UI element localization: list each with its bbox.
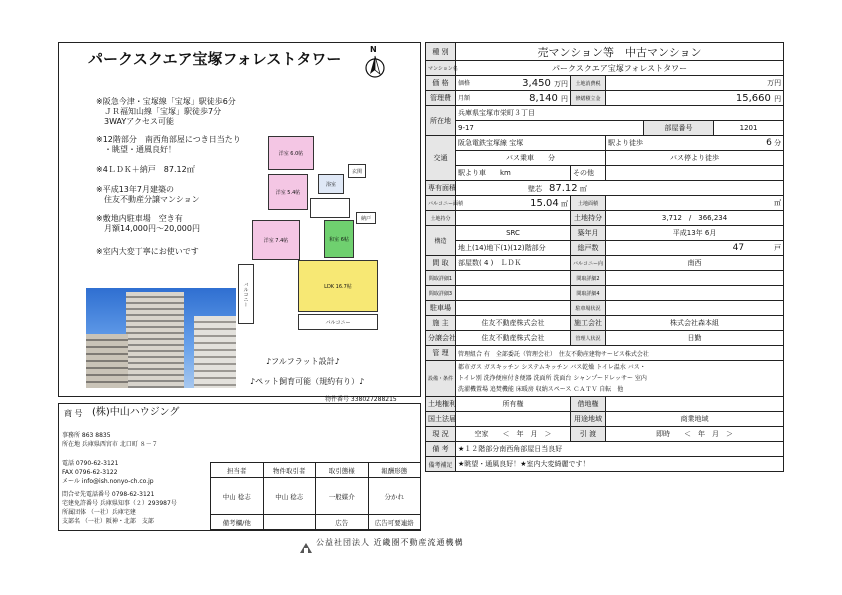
- parking-state-label: 駐車場状況: [571, 301, 606, 316]
- agent-value: 分かれ: [368, 478, 421, 515]
- builder-label: 施工会社: [571, 316, 606, 331]
- detail1-label: 間取詳細1: [426, 271, 456, 286]
- balcony-number: 15.04: [530, 197, 559, 209]
- compass-icon: [364, 50, 386, 80]
- room-number: 1201: [714, 121, 784, 136]
- feature-point: 3WAYアクセス可能: [96, 117, 175, 126]
- units-number: 47: [732, 243, 745, 253]
- room-entrance: 玄関: [348, 164, 366, 178]
- line-value: 阪急電鉄宝塚線 宝塚: [456, 136, 606, 151]
- price-label: 価 格: [426, 76, 456, 91]
- walk-unit: 分: [774, 139, 782, 147]
- agent-ad-label: 広告: [316, 515, 369, 530]
- kind-value: 売マンション等 中古マンション: [456, 43, 784, 61]
- traffic-label: 交通: [426, 136, 456, 181]
- status-label: 現 況: [426, 427, 456, 442]
- manage-value: 管理組合 有 全部委託（管理会社） 住友不動産建物サービス株式会社: [456, 346, 784, 361]
- mgr-value: 日勤: [606, 331, 784, 346]
- agent-note-label: 備考欄/他: [211, 515, 264, 530]
- equip-line: 都市ガス ガスキッチン システムキッチン バス乾燥 トイレ温水 バス・: [458, 364, 646, 371]
- detail4-value: [606, 286, 784, 301]
- loc-label: 所在地: [426, 106, 456, 136]
- built-label: 築年月: [571, 226, 606, 241]
- repair-unit: 円: [774, 94, 782, 103]
- name-value: パークスクエア宝塚フォレストタワー: [456, 61, 784, 76]
- equip-line: 洗濯機置場 追焚機能 床暖房 収納スペース ＣＡＴＶ 自転 他: [458, 386, 624, 393]
- mgmt-number: 8,140: [529, 92, 558, 104]
- company-branch: 支部名 （一社）阪神・北部 支部: [62, 518, 154, 525]
- builder-value: 株式会社森本組: [606, 316, 784, 331]
- note1-value: ★１２階部分南西角部屋日当良好: [456, 442, 784, 457]
- room-bath: 浴室: [318, 174, 344, 194]
- share-blank: [456, 211, 571, 226]
- area-value: [456, 181, 784, 196]
- caption-pet: ♪ペット飼育可能（規約有り）♪: [250, 377, 365, 386]
- agent-header: 物件取引者: [263, 463, 316, 478]
- walk-value: [606, 136, 784, 151]
- balcony-label: バルコニー面積: [426, 196, 456, 211]
- use-label: 用途地域: [571, 412, 606, 427]
- balcony-bottom: バルコニー: [298, 314, 378, 330]
- room-western-1: 洋室 6.0帖: [268, 136, 314, 170]
- agent-header: 担当者: [211, 463, 264, 478]
- footer-org: 公益社団法人 近畿圏不動産流通機構: [316, 538, 464, 547]
- name-label: マンション名: [426, 61, 456, 76]
- agent-value: 一般媒介: [316, 478, 369, 515]
- photo-building-left: [86, 334, 128, 388]
- other-label: その他: [571, 166, 606, 181]
- balcony-label: バルコニー: [242, 281, 249, 307]
- agent-table: [210, 462, 421, 530]
- share-value: 3,712 / 366,234: [606, 211, 784, 226]
- built-value: 平成13年 6月: [606, 226, 784, 241]
- photo-building-main: [126, 292, 184, 388]
- rights-label: 土地権利: [426, 397, 456, 412]
- walk-number: 6: [766, 138, 772, 148]
- company-inquiry: 問合せ先電話番号 0798-62-3121: [62, 491, 155, 498]
- detail2-label: 間取詳細2: [571, 271, 606, 286]
- detail2-value: [606, 271, 784, 286]
- mgr-label: 管理人状況: [571, 331, 606, 346]
- sales-value: 住友不動産株式会社: [456, 331, 571, 346]
- layout-label: 間 取: [426, 256, 456, 271]
- loc-line1: 兵庫県宝塚市栄町３丁目: [456, 106, 784, 121]
- lease-value: [606, 397, 784, 412]
- car-value: [456, 166, 571, 181]
- price-note: 価格: [458, 79, 471, 87]
- company-bureau: 宅建免許番号 兵庫県知事（２）293987号: [62, 500, 177, 507]
- room-japanese: 和室 6帖: [324, 220, 354, 258]
- detail1-value: [456, 271, 571, 286]
- use-value: 商業地域: [606, 412, 784, 427]
- manage-label: 管 理: [426, 346, 456, 361]
- feature-point: ※敷地内駐車場 空き有: [96, 214, 183, 223]
- room-ldk: LDK 16.7帖: [298, 260, 378, 312]
- kind-label: 種 別: [426, 43, 456, 61]
- mgmt-value: [456, 91, 571, 106]
- price-number: 3,450: [522, 77, 551, 89]
- balcony-unit: ㎡: [561, 199, 568, 208]
- company-name: (株)中山ハウジング: [92, 407, 180, 418]
- note1-label: 備 考: [426, 442, 456, 457]
- area-label: 専有面積: [426, 181, 456, 196]
- area-unit: ㎡: [579, 184, 587, 193]
- units-label: 総戸数: [571, 241, 606, 256]
- room-western-3: 洋室 7.4帖: [252, 220, 300, 260]
- land-label: 土地面積: [571, 196, 606, 211]
- note2-label: 備考補足: [426, 457, 456, 472]
- company-license: 事務所 863 8835: [62, 432, 111, 439]
- area-number: 87.12: [549, 182, 578, 194]
- building-photo: [86, 288, 236, 388]
- feature-point: ＪＲ福知山線「宝塚」駅徒歩7分: [96, 107, 222, 116]
- agent-ad-value: 広告可要連絡: [368, 515, 421, 530]
- company-mail: メール info@ish.nonyo-ch.co.jp: [62, 478, 154, 485]
- feature-point: ※阪急今津・宝塚線「宝塚」駅徒歩6分: [96, 97, 236, 106]
- company-fax: FAX 0796-62-3122: [62, 469, 118, 476]
- km-unit: km: [500, 169, 511, 177]
- feature-point: 月額14,000円～20,000円: [96, 224, 200, 233]
- parking-state-value: [606, 301, 784, 316]
- zone-value: [456, 412, 571, 427]
- floors-value: 地上(14)地下(1)(12)階部分: [456, 241, 571, 256]
- repair-value: [606, 91, 784, 106]
- share-rights-label: 土地持分: [571, 211, 606, 226]
- units-unit: 戸: [774, 244, 782, 252]
- other-value: [606, 166, 784, 181]
- walk-label: 駅より徒歩: [608, 139, 643, 147]
- feature-point: ※4ＬＤＫ＋納戸 87.12㎡: [96, 165, 195, 174]
- repair-number: 15,660: [735, 92, 771, 104]
- sales-label: 分譲会社: [426, 331, 456, 346]
- detail3-label: 間取詳細3: [426, 286, 456, 301]
- lease-label: 借地権: [571, 397, 606, 412]
- equip-label: 設備・条件: [426, 361, 456, 397]
- status-value: 空家 ＜ 年 月 ＞: [456, 427, 571, 442]
- balcony-side: [238, 264, 254, 324]
- serial-number: 物件番号 338027288215: [325, 396, 397, 403]
- price-value: [456, 76, 571, 91]
- agent-value: 中山 稔志: [211, 478, 264, 515]
- footer-logo-icon: [300, 538, 312, 548]
- mgmt-label: 管理費: [426, 91, 456, 106]
- price-unit: 万円: [554, 79, 568, 88]
- handover-label: 引 渡: [571, 427, 606, 442]
- room-storage: 納戸: [356, 212, 376, 224]
- floor-plan: [238, 134, 388, 334]
- dir-label: バルコニー向: [571, 256, 606, 271]
- feature-point: ・眺望・通風良好！: [96, 145, 176, 154]
- bus-min: 分: [548, 154, 555, 162]
- company-address: 所在地 兵庫県西宮市 北口町 ８－７: [62, 441, 158, 448]
- bus-value: [456, 151, 606, 166]
- share-label: 土地持分: [426, 211, 456, 226]
- agent-note-blank: [263, 515, 316, 530]
- detail4-label: 間取詳細4: [571, 286, 606, 301]
- company-name-label: 商 号: [64, 409, 83, 418]
- struct-label: 構造: [426, 226, 456, 256]
- feature-point: 住友不動産分譲マンション: [96, 195, 200, 204]
- feature-point: ※12階部分 南西角部屋につき日当たり: [96, 135, 241, 144]
- tax-label: 土地消費税: [571, 76, 606, 91]
- area-type: 壁芯: [528, 184, 542, 193]
- rights-value: 所有権: [456, 397, 571, 412]
- photo-building-right: [194, 316, 236, 388]
- company-tel: 電話 0790-62-3121: [62, 460, 119, 467]
- note2-value: ★眺望・通風良好！★室内大変綺麗です！: [456, 457, 784, 472]
- car-label: 駅より車: [458, 169, 486, 177]
- seller-label: 施 主: [426, 316, 456, 331]
- units-value: [606, 241, 784, 256]
- struct-value: SRC: [456, 226, 571, 241]
- layout-value: 部屋数( 4 ) ＬＤＫ: [456, 256, 571, 271]
- caption-flat: ♪フルフラット設計♪: [266, 357, 340, 366]
- compass-label: N: [370, 45, 377, 54]
- tax-value: 万円: [606, 76, 784, 91]
- agent-header: 取引態様: [316, 463, 369, 478]
- equip-value: [456, 361, 784, 397]
- zone-label: 国土法届: [426, 412, 456, 427]
- dir-value: 南西: [606, 256, 784, 271]
- mgmt-unit: 円: [561, 94, 568, 103]
- balcony-value: [456, 196, 571, 211]
- equip-line: トイレ別 洗浄便座付き便器 洗面所 洗面台 シャンプードレッサー 室内: [458, 375, 647, 382]
- detail3-value: [456, 286, 571, 301]
- feature-point: ※室内大変丁寧にお使いです: [96, 247, 199, 256]
- bus-walk: バス停より徒歩: [606, 151, 784, 166]
- room-western-2: 洋室 5.4帖: [268, 174, 308, 210]
- company-assoc: 所属団体 （一社）兵庫宅建: [62, 509, 136, 516]
- property-title: パークスクエア宝塚フォレストタワー: [88, 50, 342, 68]
- bus-label: バス乗車: [506, 154, 534, 162]
- mgmt-note: 月額: [458, 94, 471, 102]
- agent-header: 報酬形態: [368, 463, 421, 478]
- spec-table: [425, 42, 784, 472]
- parking-label: 駐車場: [426, 301, 456, 316]
- agent-value: 中山 稔志: [263, 478, 316, 515]
- handover-value: 即時 ＜ 年 月 ＞: [606, 427, 784, 442]
- room-number-label: 部屋番号: [644, 121, 714, 136]
- parking-value: [456, 301, 571, 316]
- land-value: ㎡: [606, 196, 784, 211]
- repair-label: 修繕積立金: [571, 91, 606, 106]
- seller-value: 住友不動産株式会社: [456, 316, 571, 331]
- room-hall: [310, 198, 350, 218]
- loc-line2: 9-17: [456, 121, 644, 136]
- feature-point: ※平成13年7月建築の: [96, 185, 174, 194]
